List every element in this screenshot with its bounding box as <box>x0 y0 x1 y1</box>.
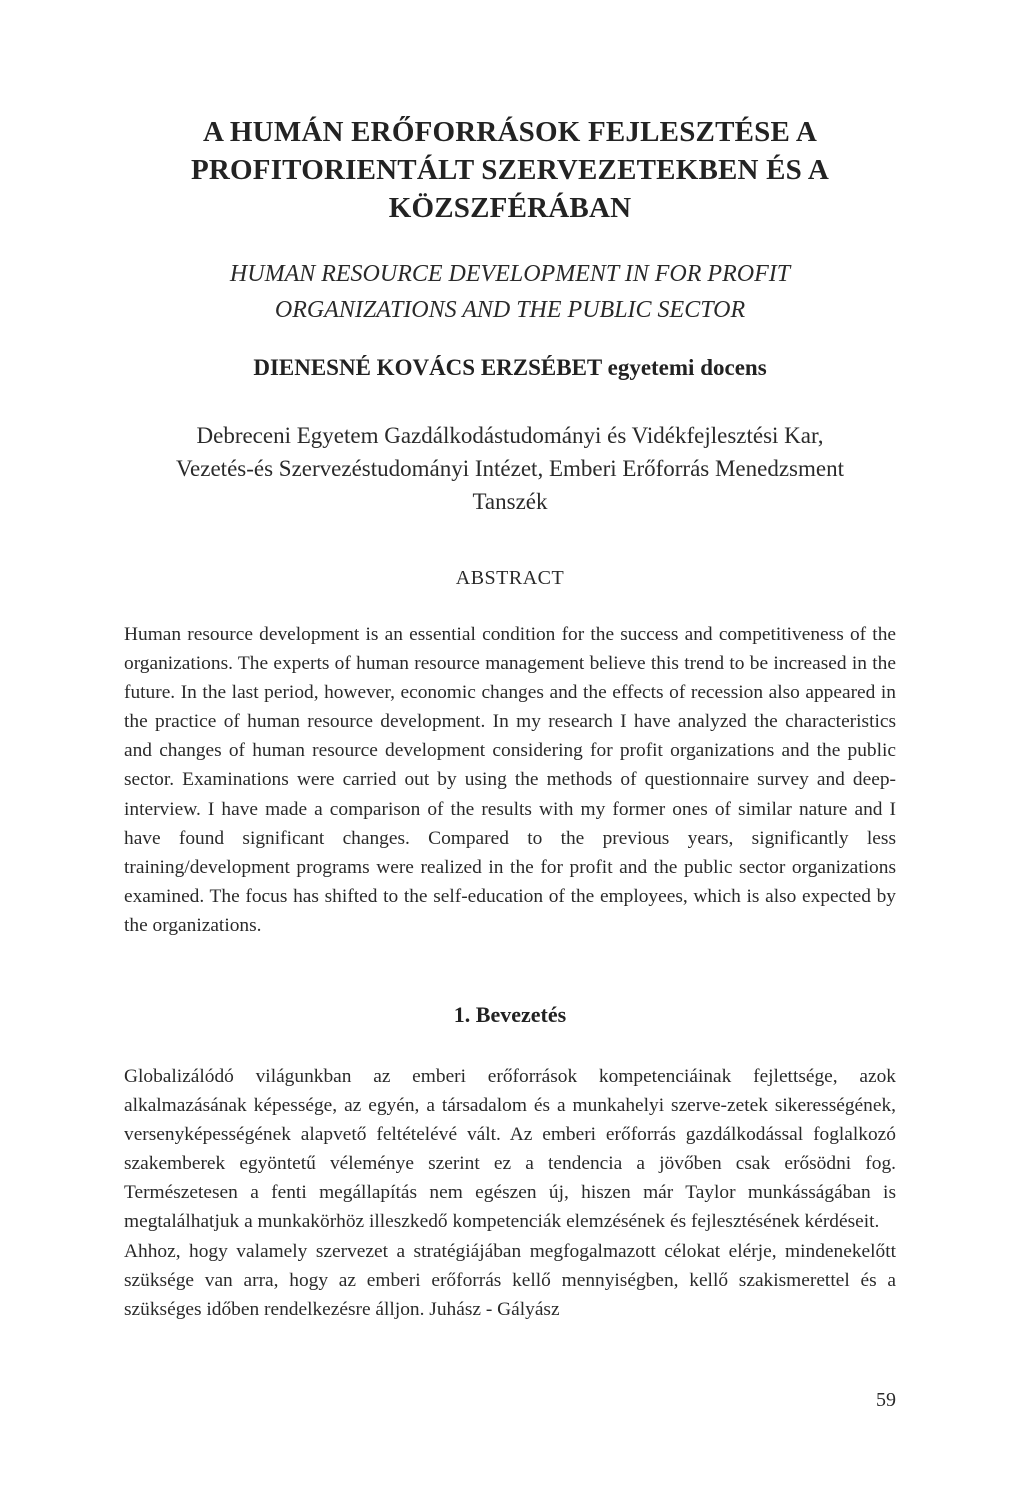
title-line: A HUMÁN ERŐFORRÁSOK FEJLESZTÉSE A <box>202 116 818 148</box>
section-body <box>124 1062 896 1324</box>
author-affiliation <box>124 419 896 518</box>
body-paragraph: Ahhoz, hogy valamely szervezet a stratégiájában megfogalmazott célokat elérje, mindenekelőtt szüksége van arra, hogy az emberi erőforrás kellő mennyiségben, kellő szakismerettel és a szükséges időben rendelkezésre álljon. Juhász - Gályász <box>124 1240 896 1320</box>
body-paragraph: Globalizálódó világunkban az emberi erőforrások kompetenciáinak fejlettsége, azok alkalmazásának képessége, az egyén, a társadalom és a munkahelyi szerve-zetek sikerességének, versenyképességének alapvető feltételévé vált. Az emberi erőforrás gazdálkodással foglalkozó szakemberek egyöntetű véleménye szerint ez a tendencia a jövőben csak erősödni fog. Természetesen a fenti megállapítás nem egészen új, hiszen már Taylor munkásságában is megtalálhatjuk a munkakörhöz illeszkedő kompetenciák elemzésének és fejlesztésének kérdéseit. <box>124 1066 896 1233</box>
abstract-text: Human resource development is an essential condition for the success and competitiveness of the organizations. The experts of human resource management believe this trend to be increased in the future. In the last period, however, economic changes and the effects of recession also appeared in the practice of human resource development. In my research I have analyzed the characteristics and changes of human resource development considering for profit organizations and the public sector. Examinations were carried out by using the methods of questionnaire survey and deep-interview. I have made a comparison of the results with my former ones of similar nature and I have found significant changes. Compared to the previous years, significantly less training/development programs were realized in the for profit and the public sector organizations examined. The focus has shifted to the self-education of the employees, which is also expected by the organizations. <box>124 624 896 936</box>
title-line: PROFITORIENTÁLT SZERVEZETEKBEN ÉS A <box>190 154 830 186</box>
section-heading: 1. Bevezetés <box>453 1002 567 1027</box>
affiliation-line: Tanszék <box>472 489 548 514</box>
paper-title <box>124 113 896 227</box>
subtitle-line: HUMAN RESOURCE DEVELOPMENT IN FOR PROFIT <box>229 261 791 287</box>
subtitle-line: ORGANIZATIONS AND THE PUBLIC SECTOR <box>274 297 746 323</box>
author-position: egyetemi docens <box>607 355 767 380</box>
author-line <box>124 353 896 383</box>
affiliation-line: Vezetés-és Szervezéstudományi Intézet, Emberi Erőforrás Menedzsment <box>176 456 844 481</box>
title-line: KÖZSZFÉRÁBAN <box>388 192 632 224</box>
author-name: DIENESNÉ KOVÁCS ERZSÉBET <box>253 355 602 380</box>
affiliation-line: Debreceni Egyetem Gazdálkodástudományi és Vidékfejlesztési Kar, <box>196 423 824 448</box>
paper-subtitle <box>124 256 896 328</box>
page-number: 59 <box>876 1389 896 1411</box>
abstract-heading: ABSTRACT <box>455 567 565 589</box>
